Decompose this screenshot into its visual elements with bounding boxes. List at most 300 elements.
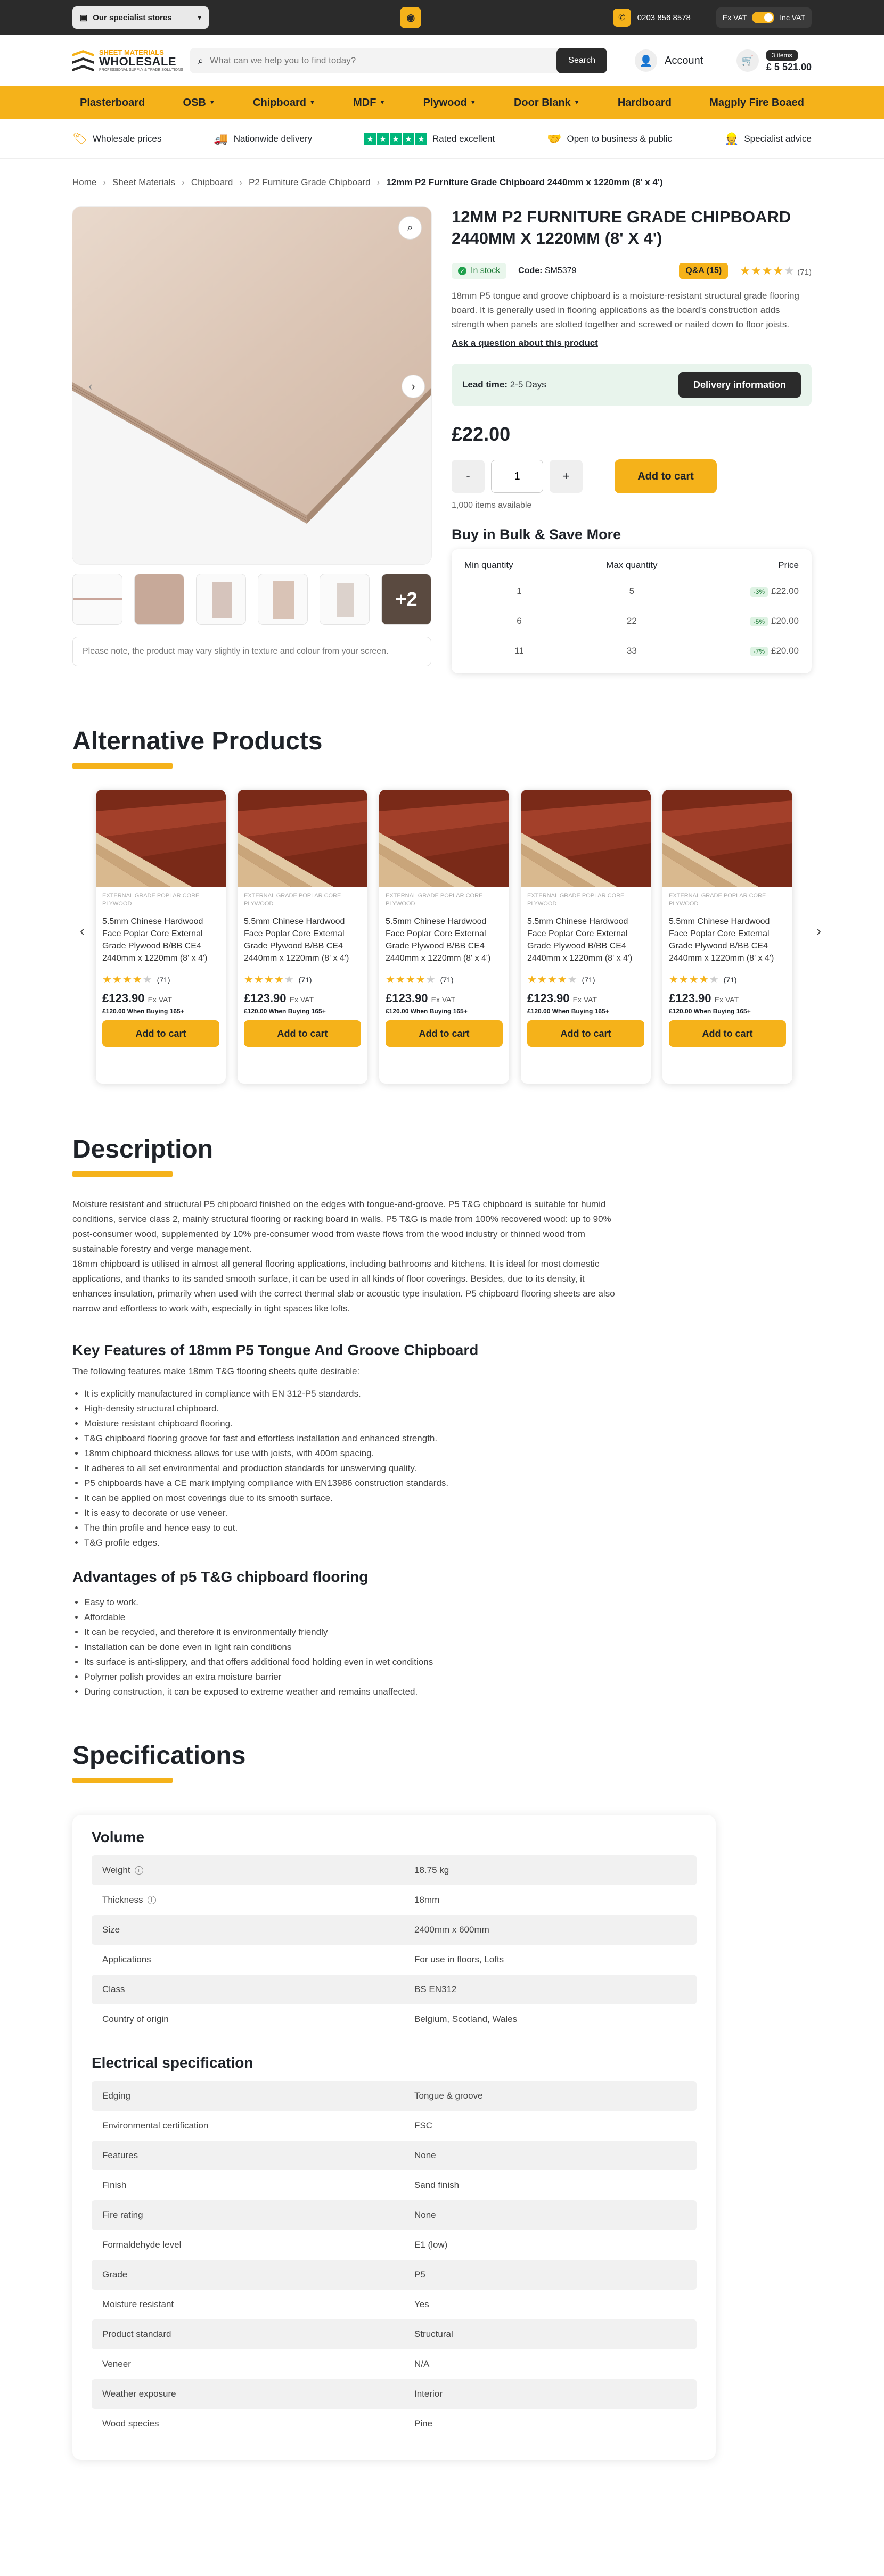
add-to-cart-button[interactable]: Add to cart — [244, 1020, 361, 1047]
spec-value: None — [414, 2150, 436, 2160]
product-rating[interactable] — [740, 264, 812, 278]
chevron-down-icon: ▼ — [574, 100, 580, 106]
lead-value: 2-5 Days — [510, 379, 546, 390]
product-card-price: £123.90 — [102, 992, 145, 1005]
zoom-icon[interactable]: ⌕ — [398, 216, 422, 240]
spec-value: Interior — [414, 2389, 443, 2399]
user-icon: 👤 — [635, 49, 657, 72]
product-section — [72, 207, 812, 673]
product-card-price-row — [527, 992, 644, 1005]
spec-key: Size — [102, 1925, 120, 1935]
spec-value: Structural — [414, 2329, 453, 2339]
list-item: • T&G profile edges. — [84, 1535, 620, 1550]
bulk-max: 5 — [629, 586, 635, 596]
spec-key: Wood species — [102, 2418, 159, 2429]
spec-key-cell — [92, 2240, 414, 2250]
spec-key: Edging — [102, 2091, 130, 2101]
product-card[interactable] — [238, 790, 367, 1084]
breadcrumb-item[interactable]: Sheet Materials — [112, 177, 176, 187]
lead-time-box — [452, 364, 812, 406]
chevron-right-icon: › — [103, 177, 107, 187]
spec-row — [92, 1885, 697, 1915]
spec-key: Finish — [102, 2180, 127, 2190]
spec-row — [92, 2379, 697, 2409]
product-card[interactable] — [379, 790, 509, 1084]
spec-key: Class — [102, 1984, 125, 1994]
info-icon[interactable]: i — [135, 1866, 143, 1875]
section-underline — [72, 1171, 173, 1177]
list-item: • P5 chipboards have a CE mark implying compliance with EN13986 construction standards. — [84, 1476, 620, 1491]
product-card[interactable] — [521, 790, 651, 1084]
spec-row — [92, 1975, 697, 2004]
product-card-bulk: £120.00 When Buying 165+ — [669, 1008, 751, 1015]
nav-item-hardboard[interactable] — [618, 97, 672, 109]
bulk-price: £22.00 — [771, 586, 799, 596]
chipboard-image — [72, 207, 431, 564]
product-card-rating — [244, 973, 361, 986]
spec-row — [92, 1915, 697, 1945]
list-item: • Easy to work. — [84, 1595, 620, 1610]
spec-card — [72, 1815, 716, 2460]
spec-row — [92, 2290, 697, 2319]
qty-decrease-button[interactable]: - — [452, 460, 485, 493]
table-row — [464, 606, 799, 636]
list-item: • It can be applied on most coverings due to its smooth surface. — [84, 1491, 620, 1506]
store-icon: ▣ — [80, 13, 88, 22]
rating-count: (71) — [298, 975, 312, 984]
rating-stars-icon: ★★★★★ — [102, 974, 153, 986]
list-item: • During construction, it can be exposed to extreme weather and remains unaffected. — [84, 1685, 620, 1699]
bulk-price-cell — [690, 576, 799, 607]
product-card-category: EXTERNAL GRADE POPLAR CORE PLYWOOD — [102, 893, 200, 907]
nav-item-osb[interactable] — [183, 97, 215, 109]
bulk-price-cell — [690, 606, 799, 636]
breadcrumb-item[interactable]: P2 Furniture Grade Chipboard — [248, 177, 371, 187]
vat-toggle[interactable] — [752, 12, 774, 23]
chevron-right-icon: › — [239, 177, 242, 187]
cart-icon: 🛒 — [736, 49, 759, 72]
spec-key: Environmental certification — [102, 2120, 209, 2131]
spec-key: Grade — [102, 2269, 128, 2280]
usp-label: Rated excellent — [432, 134, 495, 144]
product-card-price: £123.90 — [527, 992, 570, 1005]
spec-row — [92, 2111, 697, 2141]
section-title: Specifications — [72, 1741, 246, 1770]
chevron-right-icon: › — [376, 177, 380, 187]
product-card-image[interactable] — [662, 790, 792, 887]
logo-line-1: SHEET MATERIALS — [99, 48, 164, 56]
discount-badge: -5% — [750, 617, 768, 626]
product-card-rating — [102, 973, 219, 986]
spec-value: 2400mm x 600mm — [414, 1925, 489, 1935]
bulk-table — [452, 549, 812, 673]
spec-group-title: Volume — [92, 1829, 145, 1845]
phone-number: 0203 856 8578 — [637, 13, 691, 22]
product-card-price-row — [669, 992, 786, 1005]
spec-key-cell — [92, 1895, 414, 1905]
trustpilot-stars-icon: ★ ★ ★ ★ ★ — [364, 133, 427, 145]
product-card-bulk: £120.00 When Buying 165+ — [102, 1008, 184, 1015]
rating-stars-icon: ★★★★★ — [740, 264, 795, 277]
list-item: • Affordable — [84, 1610, 620, 1625]
spec-value: N/A — [414, 2359, 430, 2369]
product-card-price-row — [386, 992, 503, 1005]
section-title: Description — [72, 1135, 214, 1163]
qa-button[interactable]: Q&A (15) — [679, 263, 728, 279]
lead-time — [462, 379, 546, 390]
product-card-vat: Ex VAT — [289, 995, 314, 1004]
chevron-down-icon: ▼ — [379, 100, 386, 106]
breadcrumb-item[interactable]: Home — [72, 177, 97, 187]
spec-key-cell — [92, 2329, 414, 2340]
stock-label: In stock — [471, 266, 501, 275]
add-to-cart-button[interactable]: Add to cart — [386, 1020, 503, 1047]
bulk-min: 1 — [517, 586, 522, 596]
gallery-next-button[interactable]: › — [402, 375, 425, 398]
spec-group-electrical — [92, 2081, 697, 2439]
chevron-down-icon: ▼ — [309, 100, 315, 106]
thumbnail[interactable] — [258, 574, 308, 625]
add-to-cart-button[interactable]: Add to cart — [615, 459, 717, 493]
spec-value: Yes — [414, 2299, 429, 2309]
product-card-image[interactable] — [96, 790, 226, 887]
spec-key: Moisture resistant — [102, 2299, 174, 2309]
advantages-list — [72, 1595, 620, 1699]
spec-group-title: Electrical specification — [92, 2054, 253, 2071]
table-row — [464, 636, 799, 666]
spec-key: Weight — [102, 1865, 130, 1875]
table-row — [464, 576, 799, 607]
search-button[interactable]: Search — [556, 48, 607, 73]
product-title: 12MM P2 FURNITURE GRADE CHIPBOARD 2440MM X 1220MM (8' X 4') — [452, 208, 791, 247]
chevron-down-icon: ▾ — [198, 13, 201, 21]
spec-key-cell — [92, 1954, 414, 1965]
bulk-header-price: Price — [690, 555, 799, 576]
rating-count: (71) — [582, 975, 595, 984]
add-to-cart-button[interactable]: Add to cart — [669, 1020, 786, 1047]
qty-input[interactable] — [491, 460, 543, 493]
specialist-stores-label: Our specialist stores — [93, 13, 172, 22]
spec-key-cell — [92, 2180, 414, 2191]
thumbnail[interactable] — [320, 574, 370, 625]
list-item: • It can be recycled, and therefore it is environmentally friendly — [84, 1625, 620, 1640]
spec-value: Sand finish — [414, 2180, 460, 2190]
nav-label: MDF — [353, 96, 376, 109]
features-intro: The following features make 18mm T&G flooring sheets quite desirable: — [72, 1366, 360, 1376]
list-item: • It adheres to all set environmental and production standards for unswerving quality. — [84, 1461, 620, 1476]
discount-badge: -7% — [750, 647, 768, 656]
code-value: SM5379 — [544, 266, 577, 275]
spec-key: Thickness — [102, 1895, 143, 1905]
product-card-vat: Ex VAT — [572, 995, 597, 1004]
usp-wholesale — [72, 132, 161, 146]
add-to-cart-button[interactable]: Add to cart — [102, 1020, 219, 1047]
spec-row — [92, 2409, 697, 2439]
spec-key-cell — [92, 2389, 414, 2399]
usp-label: Open to business & public — [567, 134, 673, 144]
spec-key-cell — [92, 2150, 414, 2161]
product-card-vat: Ex VAT — [431, 995, 456, 1004]
rating-stars-icon: ★★★★★ — [527, 974, 578, 986]
nav-item-chipboard[interactable] — [253, 97, 315, 109]
features-title: Key Features of 18mm P5 Tongue And Groove Chipboard — [72, 1342, 479, 1358]
header — [0, 35, 884, 86]
description-section — [72, 1135, 620, 1699]
list-item: • 18mm chipboard thickness allows for use with joists, with 400m spacing. — [84, 1446, 620, 1461]
spec-key: Product standard — [102, 2329, 171, 2339]
product-card-price-row — [244, 992, 361, 1005]
rating-count: (71) — [723, 975, 737, 984]
handshake-icon: 🤝 — [547, 132, 562, 145]
rating-stars-icon: ★★★★★ — [669, 974, 719, 986]
nav-item-magply[interactable] — [709, 97, 804, 109]
discount-badge: -3% — [750, 587, 768, 597]
spec-value: 18mm — [414, 1895, 440, 1905]
chevron-down-icon: ▼ — [209, 100, 215, 106]
product-card[interactable] — [96, 790, 226, 1084]
bulk-price-cell — [690, 636, 799, 666]
list-item: • Its surface is anti-slippery, and that offers additional food holding even in wet conditions — [84, 1655, 620, 1670]
spec-row — [92, 2319, 697, 2349]
spec-value: For use in floors, Lofts — [414, 1954, 504, 1964]
carousel-next-button[interactable]: › — [816, 923, 821, 939]
alternatives-carousel — [80, 790, 821, 1084]
list-item: • It is easy to decorate or use veneer. — [84, 1506, 620, 1521]
vat-inc-label: Inc VAT — [780, 13, 805, 22]
nav-label: Plasterboard — [80, 96, 145, 109]
usp-label: Wholesale prices — [92, 134, 162, 144]
spec-row — [92, 2230, 697, 2260]
tag-icon: 🏷 — [72, 132, 87, 145]
spec-key-cell — [92, 2210, 414, 2220]
more-thumbnails-button[interactable]: +2 — [381, 574, 431, 625]
chevron-down-icon: ▼ — [470, 100, 476, 106]
spec-value: BS EN312 — [414, 1984, 457, 1994]
list-item: • T&G chipboard flooring groove for fast and effortless installation and enhanced strength. — [84, 1431, 620, 1446]
nav-item-plywood[interactable] — [423, 97, 476, 109]
nav-label: Plywood — [423, 96, 467, 109]
bulk-max: 33 — [626, 646, 637, 656]
breadcrumb-item[interactable]: Chipboard — [191, 177, 233, 187]
bulk-min: 11 — [514, 646, 524, 656]
spec-row — [92, 2141, 697, 2170]
promo-badge-icon[interactable]: ◉ — [400, 7, 421, 28]
spec-value: None — [414, 2210, 436, 2220]
logo-line-3: PROFESSIONAL SUPPLY & TRADE SOLUTIONS — [99, 68, 183, 72]
section-title: Alternative Products — [72, 727, 323, 755]
product-card-price-row — [102, 992, 219, 1005]
specialist-stores-dropdown[interactable] — [72, 6, 209, 29]
description-paragraph: 18mm chipboard is utilised in almost all general flooring applications, including bathrooms and kitchens. It is ideal for most domestic applications, and thanks to its sanded smooth surface, it can be used in all kinds of floor coverings. Besides, due to its density, it enhances insulation, primarily when used with the correct thermal slab or acoustic type insulation. P5 chipboard flooring sheets are also narrow and effortless to work with, especially in tight spaces like lofts. — [72, 1259, 615, 1314]
search-icon: ⌕ — [198, 55, 204, 66]
spec-key: Country of origin — [102, 2014, 169, 2024]
lead-label: Lead time: — [462, 379, 508, 390]
product-card-category: EXTERNAL GRADE POPLAR CORE PLYWOOD — [386, 893, 483, 907]
bulk-title: Buy in Bulk & Save More — [452, 526, 621, 542]
nav-label: Magply Fire Boaed — [709, 96, 804, 109]
rating-stars-icon: ★★★★★ — [386, 974, 436, 986]
spec-key: Applications — [102, 1954, 151, 1964]
cart-link[interactable] — [736, 49, 812, 73]
spec-value: Belgium, Scotland, Wales — [414, 2014, 518, 2024]
product-card-category: EXTERNAL GRADE POPLAR CORE PLYWOOD — [527, 893, 625, 907]
product-card-name[interactable]: 5.5mm Chinese Hardwood Face Poplar Core External Grade Plywood B/BB CE4 2440mm x 1220mm (8' x 4') — [386, 917, 491, 963]
carousel-prev-button[interactable]: ‹ — [80, 923, 85, 939]
product-card-price: £123.90 — [244, 992, 287, 1005]
usp-bar — [0, 119, 884, 159]
list-item: • The thin profile and hence easy to cut. — [84, 1521, 620, 1535]
bulk-price: £20.00 — [771, 646, 799, 656]
rating-count: (71) — [797, 268, 812, 277]
product-card-vat: Ex VAT — [714, 995, 739, 1004]
delivery-info-button[interactable]: Delivery information — [678, 372, 801, 398]
thumbnail[interactable] — [72, 574, 122, 625]
bulk-header-min: Min quantity — [464, 555, 574, 576]
spec-key-cell — [92, 1984, 414, 1995]
spec-row — [92, 2200, 697, 2230]
spec-value: Pine — [414, 2418, 433, 2429]
rating-count: (71) — [157, 975, 170, 984]
nav-label: OSB — [183, 96, 206, 109]
spec-value: E1 (low) — [414, 2240, 448, 2250]
usp-delivery — [214, 132, 312, 146]
usp-advice — [724, 132, 812, 146]
spec-value: Tongue & groove — [414, 2091, 483, 2101]
spec-row — [92, 2081, 697, 2111]
logo-mark-icon — [72, 49, 94, 72]
quantity-row — [452, 459, 812, 493]
qty-increase-button[interactable]: + — [550, 460, 583, 493]
product-price: £22.00 — [452, 423, 511, 445]
cart-total: £ 5 521.00 — [766, 61, 812, 72]
specifications-section — [72, 1741, 812, 2460]
product-card-rating — [669, 973, 786, 986]
usp-label: Specialist advice — [744, 134, 812, 144]
product-card-rating — [527, 973, 644, 986]
product-meta — [452, 263, 812, 279]
product-card-image[interactable] — [521, 790, 651, 887]
spec-key-cell — [92, 1865, 414, 1876]
bulk-max: 22 — [626, 616, 637, 626]
spec-key-cell — [92, 2014, 414, 2025]
nav-label: Door Blank — [513, 96, 571, 109]
main-nav — [0, 86, 884, 119]
ask-question-link[interactable]: Ask a question about this product — [452, 338, 598, 348]
list-item: • High-density structural chipboard. — [84, 1401, 620, 1416]
availability-text: 1,000 items available — [452, 501, 532, 510]
nav-label: Hardboard — [617, 96, 672, 109]
spec-key-cell — [92, 2120, 414, 2131]
nav-label: Chipboard — [253, 96, 306, 109]
product-card-image[interactable] — [238, 790, 367, 887]
spec-key-cell — [92, 2299, 414, 2310]
product-card-vat: Ex VAT — [148, 995, 173, 1004]
product-info — [452, 207, 812, 673]
gallery-prev-button[interactable]: ‹ — [88, 379, 93, 393]
spec-value: P5 — [414, 2269, 425, 2280]
thumbnail[interactable] — [196, 574, 246, 625]
info-icon[interactable]: i — [148, 1896, 156, 1904]
spec-row — [92, 2170, 697, 2200]
product-note: Please note, the product may vary slightly in texture and colour from your screen. — [72, 637, 431, 666]
logo-line-2: WHOLESALE — [99, 55, 177, 68]
product-card-bulk: £120.00 When Buying 165+ — [244, 1008, 326, 1015]
nav-item-mdf[interactable] — [353, 97, 385, 109]
rating-count: (71) — [440, 975, 454, 984]
breadcrumb-current: 12mm P2 Furniture Grade Chipboard 2440mm x 1220mm (8' x 4') — [386, 177, 663, 187]
product-card-name[interactable]: 5.5mm Chinese Hardwood Face Poplar Core External Grade Plywood B/BB CE4 2440mm x 1220mm (8' x 4') — [102, 917, 208, 963]
product-card-name[interactable]: 5.5mm Chinese Hardwood Face Poplar Core External Grade Plywood B/BB CE4 2440mm x 1220mm (8' x 4') — [244, 917, 349, 963]
stock-badge — [452, 263, 506, 279]
list-item: • It is explicitly manufactured in compliance with EN 312-P5 standards. — [84, 1386, 620, 1401]
rating-stars-icon: ★★★★★ — [244, 974, 294, 986]
vat-toggle-group — [716, 7, 812, 28]
product-card-bulk: £120.00 When Buying 165+ — [386, 1008, 468, 1015]
account-label: Account — [665, 54, 703, 67]
product-card-price: £123.90 — [669, 992, 711, 1005]
product-card-name[interactable]: 5.5mm Chinese Hardwood Face Poplar Core External Grade Plywood B/BB CE4 2440mm x 1220mm (8' x 4') — [669, 917, 774, 963]
thumbnail[interactable] — [134, 574, 184, 625]
spec-key: Weather exposure — [102, 2389, 176, 2399]
check-icon: ✓ — [458, 267, 466, 275]
spec-row — [92, 1945, 697, 1975]
bulk-price: £20.00 — [771, 616, 799, 626]
product-card-name[interactable]: 5.5mm Chinese Hardwood Face Poplar Core External Grade Plywood B/BB CE4 2440mm x 1220mm (8' x 4') — [527, 917, 633, 963]
spec-row — [92, 2349, 697, 2379]
account-link[interactable] — [635, 49, 703, 72]
spec-key-cell — [92, 2418, 414, 2429]
spec-row — [92, 2260, 697, 2290]
cart-item-count: 3 items — [766, 50, 798, 61]
bulk-header-max: Max quantity — [574, 555, 690, 576]
section-underline — [72, 763, 173, 769]
search-input[interactable] — [210, 55, 550, 66]
spec-row — [92, 2004, 697, 2034]
list-item: • Moisture resistant chipboard flooring. — [84, 1416, 620, 1431]
product-card-rating — [386, 973, 503, 986]
code-label: Code: — [518, 266, 543, 275]
thumbnail-strip — [72, 574, 431, 625]
section-underline — [72, 1778, 173, 1783]
product-gallery — [72, 207, 431, 673]
add-to-cart-button[interactable]: Add to cart — [527, 1020, 644, 1047]
spec-key: Veneer — [102, 2359, 131, 2369]
phone-icon: ✆ — [613, 9, 631, 27]
product-card-category: EXTERNAL GRADE POPLAR CORE PLYWOOD — [244, 893, 341, 907]
breadcrumb — [72, 159, 812, 207]
product-short-description: 18mm P5 tongue and groove chipboard is a moisture-resistant structural grade flooring board. It is generally used in flooring applications as the board's construction adds strength when panels are slotted together and screwed or nailed down to floor joists. — [452, 291, 799, 329]
product-main-image[interactable] — [72, 207, 431, 564]
bulk-min: 6 — [517, 616, 522, 626]
spec-key: Features — [102, 2150, 138, 2160]
phone-link[interactable] — [613, 9, 691, 27]
usp-label: Nationwide delivery — [233, 134, 313, 144]
spec-key-cell — [92, 1925, 414, 1935]
advantages-title: Advantages of p5 T&G chipboard flooring — [72, 1568, 369, 1585]
specialist-icon: 👷 — [724, 132, 739, 145]
features-list — [72, 1386, 620, 1550]
product-card-bulk: £120.00 When Buying 165+ — [527, 1008, 609, 1015]
nav-item-plasterboard[interactable] — [80, 97, 145, 109]
nav-item-door-blank[interactable] — [514, 97, 580, 109]
vat-ex-label: Ex VAT — [722, 13, 747, 22]
product-card[interactable] — [662, 790, 792, 1084]
truck-icon: 🚚 — [214, 132, 228, 145]
logo[interactable] — [72, 49, 184, 72]
spec-group-volume — [92, 1855, 697, 2034]
product-card-image[interactable] — [379, 790, 509, 887]
product-card-price: £123.90 — [386, 992, 428, 1005]
